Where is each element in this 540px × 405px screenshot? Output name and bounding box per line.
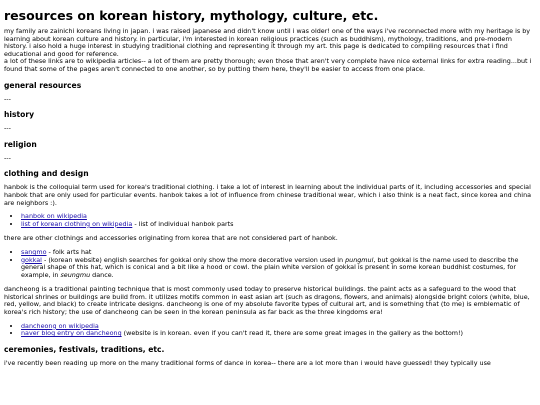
- section-heading-general: general resources: [4, 80, 82, 90]
- page-title: resources on korean history, mythology, culture, etc.: [4, 8, 379, 23]
- page-content: [4, 8, 536, 373]
- link-description: - (korean website) english searches for gokkal only show the more decorative version used in: [41, 255, 346, 264]
- intro-paragraph: [4, 28, 536, 74]
- list-item: [21, 221, 536, 229]
- history-placeholder: ---: [4, 124, 11, 133]
- dancheong-links-list: [4, 323, 536, 338]
- section-heading-ceremonies: ceremonies, festivals, traditions, etc.: [4, 344, 165, 354]
- intro-line-1: my family are zainichi koreans living in japan. i was raised japanese and didn't know until i was older! one of the ways i've reconnected more with my heritage is by learning about korean culture and history. in particular, i'm interested in korean religious practices (such as buddhism), mythology, traditions, and pre-modern history. i also hold a huge interest in studying traditional clothing and representing it through my art. this page is dedicated to compiling resources that i find educational and good for reference.: [4, 27, 531, 58]
- dancheong-wikipedia-link[interactable]: dancheong on wikipedia: [21, 321, 99, 330]
- general-placeholder: ---: [4, 94, 11, 103]
- link-description: - folk arts hat: [46, 247, 92, 256]
- korean-clothing-list-link[interactable]: list of korean clothing on wikipedia: [21, 219, 133, 228]
- dancheong-paragraph: dancheong is a traditional painting technique that is most commonly used today to preserve historical buildings. the paint acts as a safeguard to the wood that historical shrines or buildings are build from. it utilizes motifs common in east asian art (such as dragons, flowers, and animals) alongside bright colors (white, blue, red, yellow, and black) to create intricate designs. dancheong is one of my absolute favorite types of cultural art, and is something that (to me) is emblematic of korea's rich history; the use of dancheong can be seen in the korean peninsula as far back as the three kingdoms era!: [4, 285, 530, 317]
- other-clothing-paragraph: there are other clothings and accessories originating from korea that are not considered part of hanbok.: [4, 234, 338, 243]
- list-item: [21, 257, 536, 280]
- section-heading-religion: religion: [4, 139, 37, 149]
- hanbok-wikipedia-link[interactable]: hanbok on wikipedia: [21, 212, 87, 221]
- link-description: (website is in korean. even if you can't read it, there are some great images in the gallery as the bottom!): [121, 329, 464, 338]
- list-item: [21, 330, 536, 338]
- hanbok-links-list: [4, 213, 536, 228]
- religion-placeholder: ---: [4, 153, 11, 162]
- naver-blog-link[interactable]: naver blog entry on dancheong: [21, 329, 122, 338]
- section-heading-clothing: clothing and design: [4, 169, 89, 179]
- other-clothing-links-list: [4, 249, 536, 279]
- link-description: , but gokkal is the name used to describe the general shape of this hat, which is conical and a bit like a hood or cowl. the plain white version of gokkal is present in some korean buddhist costumes, for example, in: [21, 255, 519, 279]
- emphasis-text: pungmul: [345, 255, 374, 264]
- gokkal-link[interactable]: gokkal: [21, 255, 42, 264]
- link-description: dance.: [90, 270, 114, 279]
- sangmo-link[interactable]: sangmo: [21, 247, 47, 256]
- ceremonies-paragraph: i've recently been reading up more on the many traditional forms of dance in korea-- there are a lot more than i would have guessed! they typically use: [4, 358, 491, 367]
- emphasis-text: seungmu: [60, 270, 91, 279]
- hanbok-paragraph: hanbok is the colloquial term used for korea's traditional clothing. i take a lot of interest in learning about the individual parts of it, including accessories and special hanbok that are only used for particular events. hanbok takes a lot of influence from chinese traditional wear, which i also think is a neat fact, since korea and china are neighbors :).: [4, 183, 532, 207]
- section-heading-history: history: [4, 110, 35, 120]
- intro-line-2: a lot of these links are to wikipedia articles-- a lot of them are pretty thorough; even those that aren't very complete have nice external links for extra reading...but i found that some of the pages aren't connected to one another, so by putting them here, they'll be easier to access from one place.: [4, 57, 532, 73]
- link-description: - list of individual hanbok parts: [132, 219, 234, 228]
